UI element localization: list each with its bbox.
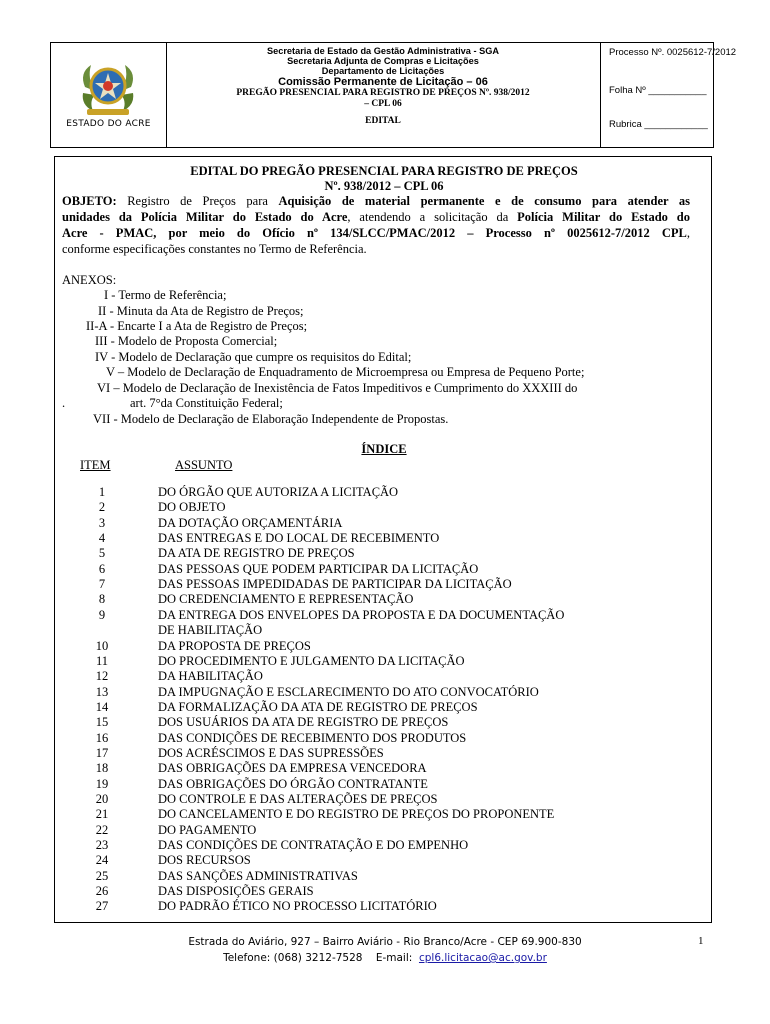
indice-item-subject: DO PADRÃO ÉTICO NO PROCESSO LICITATÓRIO xyxy=(158,899,437,914)
indice-item-number: 8 xyxy=(98,592,106,607)
folha-field: Folha Nº ___________ xyxy=(609,85,707,96)
objeto-text-bold: Aquisição de material permanente e de consumo para atender as xyxy=(278,194,690,208)
objeto-label: OBJETO: xyxy=(62,194,117,208)
indice-item-subject: DA DOTAÇÃO ORÇAMENTÁRIA xyxy=(158,515,343,530)
indice-col-item: ITEM xyxy=(80,458,111,472)
indice-item-subject: DO PAGAMENTO xyxy=(158,822,257,837)
objeto-text-bold: Acre - PMAC, por meio do Ofício nº 134/SLCC/PMAC/2012 – Processo nº 0025612-7/2012 CPL xyxy=(62,226,687,240)
header-title-cell xyxy=(166,43,601,147)
indice-item-subject: DA PROPOSTA DE PREÇOS xyxy=(158,638,311,653)
anexo-item: VI – Modelo de Declaração de Inexistência de Fatos Impeditivos e Cumprimento do XXXIII do xyxy=(97,381,578,395)
indice-item-number: 25 xyxy=(95,868,109,883)
anexo-item: IV - Modelo de Declaração que cumpre os requisitos do Edital; xyxy=(95,350,412,364)
anexo-item: VII - Modelo de Declaração de Elaboração Independente de Propostas. xyxy=(93,412,449,426)
indice-item-number: 26 xyxy=(95,884,109,899)
edital-title: EDITAL DO PREGÃO PRESENCIAL PARA REGISTRO DE PREÇOS xyxy=(190,164,578,178)
indice-item-subject: DAS PESSOAS IMPEDIDADAS DE PARTICIPAR DA LICITAÇÃO xyxy=(158,577,512,592)
anexo-item: I - Termo de Referência; xyxy=(104,288,227,302)
objeto-line-3 xyxy=(62,226,690,241)
indice-item-number: 2 xyxy=(98,500,106,515)
indice-item-number: 11 xyxy=(95,653,109,668)
anexo-dot: . xyxy=(62,396,66,410)
indice-item-subject: DOS RECURSOS xyxy=(158,853,251,868)
indice-item-number: 15 xyxy=(95,715,109,730)
footer-phone: Telefone: (068) 3212-7528 E-mail: xyxy=(223,952,419,964)
indice-item-number: 6 xyxy=(98,561,106,576)
indice-item-subject: DO CONTROLE E DAS ALTERAÇÕES DE PREÇOS xyxy=(158,792,438,806)
indice-item-number: 21 xyxy=(95,807,109,822)
indice-item-number: 10 xyxy=(95,638,109,653)
indice-col-assunto: ASSUNTO xyxy=(175,458,233,472)
indice-item-subject: DOS USUÁRIOS DA ATA DE REGISTRO DE PREÇOS xyxy=(158,715,449,730)
indice-item-subject: DO CANCELAMENTO E DO REGISTRO DE PREÇOS DO PROPONENTE xyxy=(158,807,555,822)
indice-item-number: 5 xyxy=(98,546,106,561)
processo-number: Processo Nº. 0025612-7/2012 xyxy=(609,47,737,58)
indice-item-subject: DOS ACRÉSCIMOS E DAS SUPRESSÕES xyxy=(158,745,384,760)
header-line-comissao: Comissão Permanente de Licitação – 06 xyxy=(278,76,488,88)
header-line-departamento: Departamento de Licitações xyxy=(321,66,445,76)
objeto-text: , xyxy=(686,226,690,240)
indice-item-subject: DO PROCEDIMENTO E JULGAMENTO DA LICITAÇÃO xyxy=(158,653,465,668)
indice-item-number: 23 xyxy=(95,838,109,853)
edital-number: Nº. 938/2012 – CPL 06 xyxy=(324,179,444,193)
indice-item-subject: DAS OBRIGAÇÕES DO ÓRGÃO CONTRATANTE xyxy=(158,776,428,791)
indice-item-number: 9 xyxy=(98,607,106,622)
indice-item-subject: DAS PESSOAS QUE PODEM PARTICIPAR DA LICITAÇÃO xyxy=(158,561,479,576)
anexo-item-continuation: art. 7°da Constituição Federal; xyxy=(130,396,283,410)
objeto-line-2 xyxy=(62,210,690,225)
footer-contact xyxy=(0,952,770,964)
indice-item-subject: DA FORMALIZAÇÃO DA ATA DE REGISTRO DE PREÇOS xyxy=(158,699,478,714)
indice-item-number: 24 xyxy=(95,853,109,868)
indice-item-number: 13 xyxy=(95,684,109,699)
indice-item-number: 14 xyxy=(95,699,109,714)
indice-item-number: 12 xyxy=(95,669,109,684)
objeto-text-bold: Polícia Militar do Estado do xyxy=(517,210,690,224)
indice-item-subject: DO ÓRGÃO QUE AUTORIZA A LICITAÇÃO xyxy=(158,485,399,499)
indice-item-subject: DAS CONDIÇÕES DE CONTRATAÇÃO E DO EMPENHO xyxy=(158,838,469,853)
objeto-text: , atendendo a solicitação da xyxy=(347,210,518,224)
indice-item-subject: DAS OBRIGAÇÕES DA EMPRESA VENCEDORA xyxy=(158,761,427,776)
indice-item-subject: DE HABILITAÇÃO xyxy=(158,623,263,638)
indice-item-number: 27 xyxy=(95,899,109,914)
objeto-line-1 xyxy=(62,194,690,209)
header-logo-cell xyxy=(51,43,167,147)
document-header xyxy=(50,42,737,148)
anexo-item: II-A - Encarte I a Ata de Registro de Preços; xyxy=(86,319,308,333)
indice-item-number: 19 xyxy=(95,776,109,791)
indice-item-subject: DAS SANÇÕES ADMINISTRATIVAS xyxy=(158,868,358,883)
objeto-text: Registro de Preços para xyxy=(116,194,279,208)
objeto-text-bold: unidades da Polícia Militar do Estado do Acre xyxy=(62,210,348,224)
indice-item-subject: DA ATA DE REGISTRO DE PREÇOS xyxy=(158,546,355,561)
indice-item-number: 20 xyxy=(95,792,109,806)
indice-item-number: 4 xyxy=(98,531,106,546)
acre-coat-of-arms-icon xyxy=(73,57,143,119)
footer-address: Estrada do Aviário, 927 – Bairro Aviário - Rio Branco/Acre - CEP 69.900-830 xyxy=(188,936,582,948)
indice-item-subject: DAS CONDIÇÕES DE RECEBIMENTO DOS PRODUTOS xyxy=(158,730,467,745)
indice-item-subject: DA IMPUGNAÇÃO E ESCLARECIMENTO DO ATO CONVOCATÓRIO xyxy=(158,684,539,699)
indice-item-number: 7 xyxy=(98,577,106,592)
anexo-item: II - Minuta da Ata de Registro de Preços; xyxy=(98,304,304,318)
indice-item-subject: DAS DISPOSIÇÕES GERAIS xyxy=(158,884,314,899)
objeto-line-4: conforme especificações constantes no Termo de Referência. xyxy=(62,242,367,256)
indice-item-number: 3 xyxy=(98,515,106,530)
header-line-cpl: – CPL 06 xyxy=(364,99,402,109)
indice-item-subject: DAS ENTREGAS E DO LOCAL DE RECEBIMENTO xyxy=(158,531,440,546)
indice-item-number: 17 xyxy=(95,745,109,760)
indice-item-number: 1 xyxy=(98,485,106,499)
indice-item-subject: DA HABILITAÇÃO xyxy=(158,669,263,684)
estado-label: ESTADO DO ACRE xyxy=(66,119,151,129)
indice-item-subject: DO OBJETO xyxy=(158,500,226,515)
anexo-item: V – Modelo de Declaração de Enquadramento de Microempresa ou Empresa de Pequeno Porte; xyxy=(106,365,585,379)
header-line-secretaria-adjunta: Secretaria Adjunta de Compras e Licitações xyxy=(287,56,479,66)
indice-item-number: 18 xyxy=(95,761,109,776)
page-number: 1 xyxy=(698,935,704,947)
email-link[interactable]: cpl6.licitacao@ac.gov.br xyxy=(418,952,547,964)
anexos-label: ANEXOS: xyxy=(62,273,117,287)
header-line-sga: Secretaria de Estado da Gestão Administrativa - SGA xyxy=(267,46,499,56)
header-line-edital: EDITAL xyxy=(365,116,401,126)
indice-item-subject: DA ENTREGA DOS ENVELOPES DA PROPOSTA E DA DOCUMENTAÇÃO xyxy=(158,607,565,622)
header-line-pregao: PREGÃO PRESENCIAL PARA REGISTRO DE PREÇOS Nº. 938/2012 xyxy=(236,88,530,98)
rubrica-field: Rubrica ____________ xyxy=(609,119,708,130)
indice-item-number: 22 xyxy=(95,822,109,837)
indice-item-number: 16 xyxy=(95,730,109,745)
edital-body xyxy=(54,156,712,923)
indice-title: ÍNDICE xyxy=(361,442,407,456)
header-process-cell xyxy=(600,43,737,147)
anexo-item: III - Modelo de Proposta Comercial; xyxy=(95,334,278,348)
indice-item-subject: DO CREDENCIAMENTO E REPRESENTAÇÃO xyxy=(158,592,414,607)
